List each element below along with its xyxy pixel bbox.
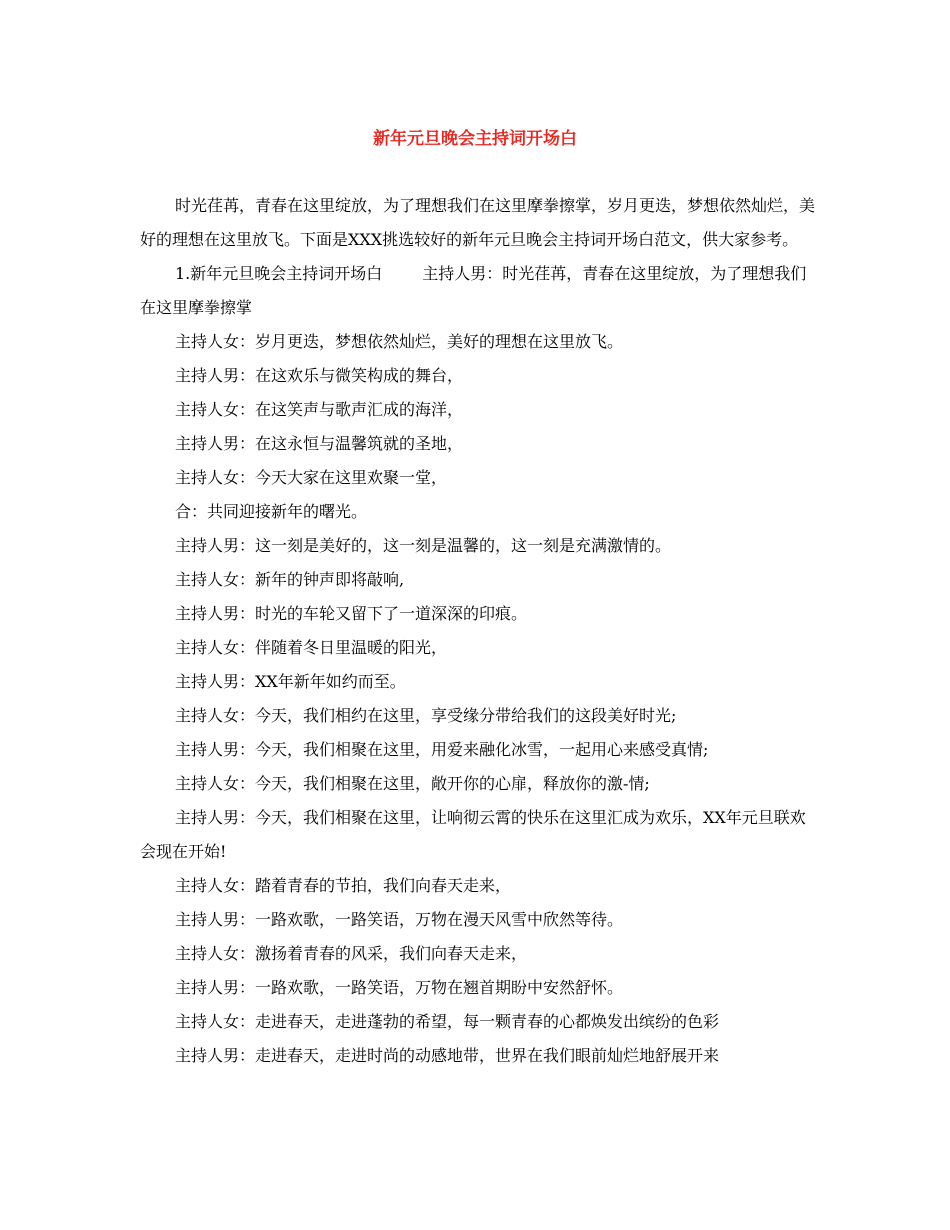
document-body <box>140 189 820 1073</box>
dialogue-line: 主持人女：今天大家在这里欢聚一堂， <box>175 468 448 487</box>
dialogue-line: 主持人女：踏着青春的节拍，我们向春天走来， <box>175 876 512 895</box>
dialogue-line: 主持人男：今天，我们相聚在这里，让响彻云霄的快乐在这里汇成为欢乐，XX年元旦联欢会现在开始! <box>140 808 806 861</box>
dialogue-line: 主持人男：这一刻是美好的，这一刻是温馨的，这一刻是充满激情的。 <box>175 536 672 555</box>
dialogue-line: 主持人男：走进春天，走进时尚的动感地带，世界在我们眼前灿烂地舒展开来 <box>175 1046 720 1065</box>
intro-paragraph: 时光荏苒，青春在这里绽放，为了理想我们在这里摩拳擦掌，岁月更迭，梦想依然灿烂，美好的理想在这里放飞。下面是XXX挑选较好的新年元旦晚会主持词开场白范文，供大家参考。 <box>140 196 816 249</box>
dialogue-line: 主持人男：在这永恒与温馨筑就的圣地， <box>175 434 464 453</box>
dialogue-line: 主持人女：伴随着冬日里温暖的阳光， <box>175 638 448 657</box>
document-title: 新年元旦晚会主持词开场白 <box>373 129 577 149</box>
dialogue-line: 主持人男：一路欢歌，一路笑语，万物在漫天风雪中欣然等待。 <box>175 910 624 929</box>
dialogue-line: 合：共同迎接新年的曙光。 <box>175 502 368 521</box>
dialogue-line: 主持人男：在这欢乐与微笑构成的舞台， <box>175 366 464 385</box>
dialogue-line: 主持人男：今天，我们相聚在这里，用爱来融化冰雪，一起用心来感受真情; <box>175 740 709 759</box>
section-first-line: 主持人男：时光荏苒，青春在这里绽放，为了理想我们在这里摩拳擦掌 <box>140 264 807 317</box>
dialogue-line: 主持人男：时光的车轮又留下了一道深深的印痕。 <box>175 604 528 623</box>
section-heading: 1.新年元旦晚会主持词开场白 <box>175 264 383 283</box>
section-paragraph <box>140 257 820 325</box>
dialogue-line: 主持人女：激扬着青春的风采，我们向春天走来， <box>175 944 528 963</box>
dialogue-line: 主持人女：今天，我们相聚在这里，敞开你的心扉，释放你的激-情; <box>175 774 650 793</box>
dialogue-line: 主持人女：今天，我们相约在这里，享受缘分带给我们的这段美好时光; <box>175 706 677 725</box>
dialogue-line: 主持人男：一路欢歌，一路笑语，万物在翘首期盼中安然舒怀。 <box>175 978 624 997</box>
dialogue-line: 主持人女：走进春天，走进蓬勃的希望，每一颗青春的心都焕发出缤纷的色彩 <box>175 1012 720 1031</box>
dialogue-line: 主持人女：在这笑声与歌声汇成的海洋， <box>175 400 464 419</box>
dialogue-line: 主持人男：XX年新年如约而至。 <box>175 672 406 691</box>
dialogue-line: 主持人女：岁月更迭，梦想依然灿烂，美好的理想在这里放飞。 <box>175 332 624 351</box>
dialogue-line: 主持人女：新年的钟声即将敲响, <box>175 570 405 589</box>
